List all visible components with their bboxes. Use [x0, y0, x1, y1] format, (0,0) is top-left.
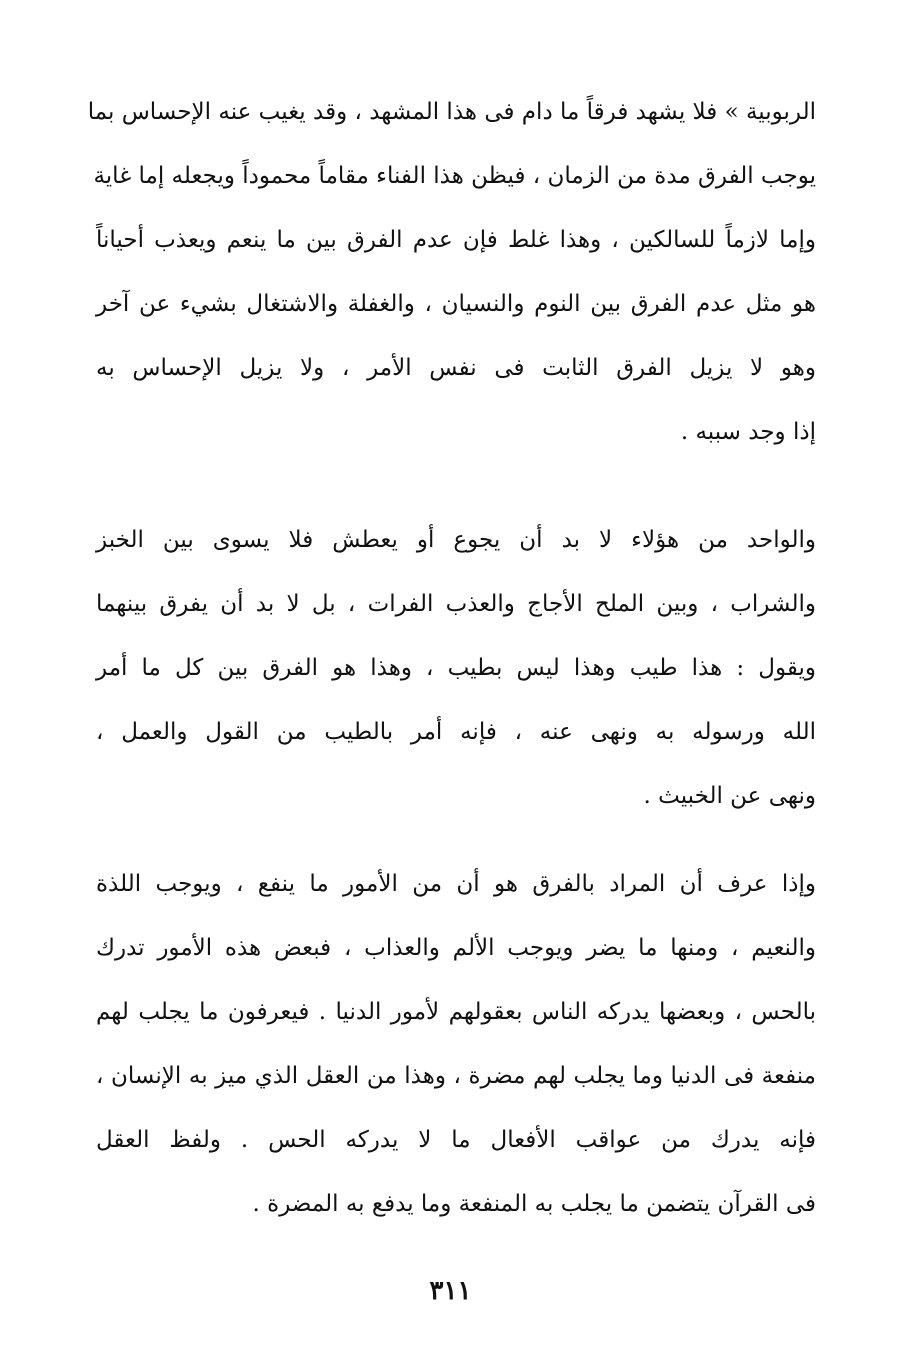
text-line: وإما لازماً للسالكين ، وهذا غلط فإن عدم الفرق بين ما ينعم ويعذب أحياناً	[96, 227, 816, 253]
text-line: فإنه يدرك من عواقب الأفعال ما لا يدركه الحس . ولفظ العقل	[96, 1127, 816, 1153]
text-line: هو مثل عدم الفرق بين النوم والنسيان ، والغفلة والاشتغال بشيء عن آخر	[96, 291, 816, 317]
text-line: فى القرآن يتضمن ما يجلب به المنفعة وما يدفع به المضرة .	[252, 1191, 816, 1217]
paragraph-3	[96, 852, 816, 1236]
text-line: وهو لا يزيل الفرق الثابت فى نفس الأمر ، ولا يزيل الإحساس به	[96, 355, 816, 381]
paragraph-2	[96, 508, 816, 828]
text-line: ويقول : هذا طيب وهذا ليس بطيب ، وهذا هو الفرق بين كل ما أمر	[96, 655, 816, 681]
text-line: والواحد من هؤلاء لا بد أن يجوع أو يعطش فلا يسوى بين الخبز	[96, 527, 816, 553]
text-line: منفعة فى الدنيا وما يجلب لهم مضرة ، وهذا من العقل الذي ميز به الإنسان ،	[96, 1063, 816, 1089]
text-line: وإذا عرف أن المراد بالفرق هو أن من الأمور ما ينفع ، ويوجب اللذة	[96, 871, 816, 897]
text-line: والشراب ، وبين الملح الأجاج والعذب الفرات ، بل لا بد أن يفرق بينهما	[96, 591, 816, 617]
paragraph-1	[87, 80, 816, 464]
text-line: يوجب الفرق مدة من الزمان ، فيظن هذا الفناء مقاماً محموداً ويجعله إما غاية	[93, 163, 816, 189]
text-line: بالحس ، وبعضها يدركه الناس بعقولهم لأمور الدنيا . فيعرفون ما يجلب لهم	[96, 999, 816, 1025]
text-line: الربوبية » فلا يشهد فرقاً ما دام فى هذا المشهد ، وقد يغيب عنه الإحساس بما	[87, 99, 816, 125]
page-number: ٣١١	[429, 1276, 472, 1306]
text-line: الله ورسوله به ونهى عنه ، فإنه أمر بالطيب من القول والعمل ،	[96, 719, 816, 745]
text-line: ونهى عن الخبيث .	[643, 783, 816, 809]
text-line: والنعيم ، ومنها ما يضر ويوجب الألم والعذاب ، فبعض هذه الأمور تدرك	[96, 935, 816, 961]
text-line: إذا وجد سببه .	[680, 419, 816, 445]
